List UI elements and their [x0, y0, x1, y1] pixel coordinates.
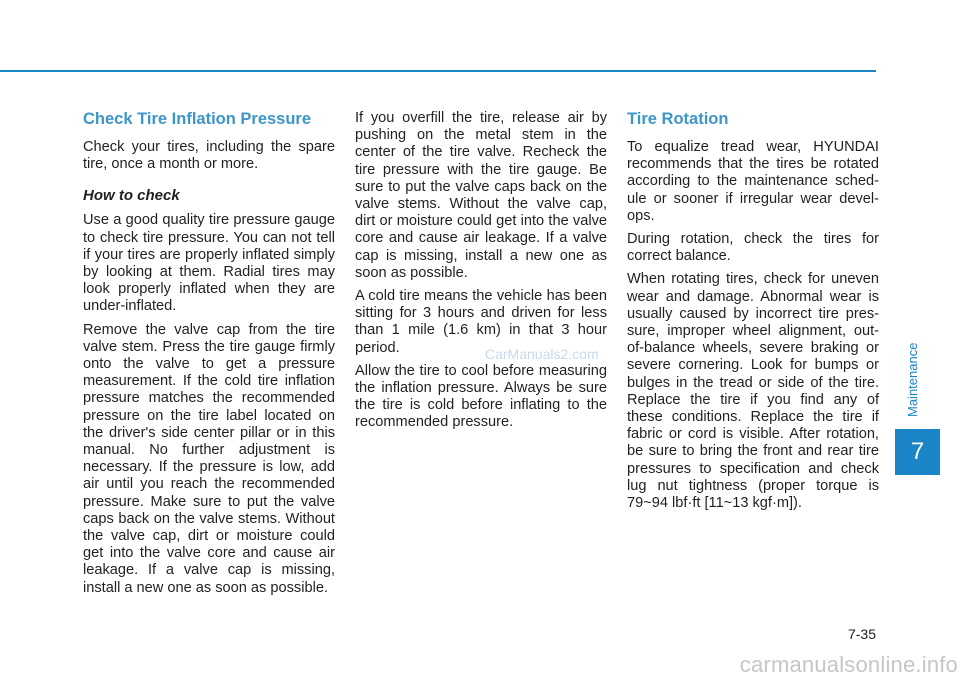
column-1 — [83, 108, 335, 603]
watermark-footer: carmanualsonline.info — [739, 652, 958, 677]
paragraph: Remove the valve cap from the tire valve stem. Press the tire gauge firmly onto the valve to get a pressure measurement. If the cold tire inflation pressure matches the recommended pressure on the tire label located on the driver's side center pillar or in this manual. No further adjustment is necessary. If the pressure is low, add air until you reach the recommended pressure. Make sure to put the valve caps back on the valve stems. Without the valve cap, dirt or moisture could get into the valve core and cause air leakage. If a valve cap is missing, install a new one as soon as possible. — [83, 321, 335, 596]
paragraph: Use a good quality tire pressure gauge to check tire pressure. You can not tell if your tires are properly inflated simply by looking at them. Radial tires may look properly inflated when they are under-inflated. — [83, 212, 335, 315]
page-number: 7-35 — [847, 626, 876, 642]
paragraph: During rotation, check the tires for correct balance. — [627, 231, 879, 265]
chapter-label: Maintenance — [905, 342, 920, 418]
section-title-check-tire-inflation: Check Tire Inflation Pressure — [83, 110, 312, 128]
paragraph: When rotating tires, check for uneven wear and damage. Abnormal wear is usually caused by incorrect tire pressure, improper wheel alignment, out-of-balance wheels, severe braking or severe cornering. Look for bumps or bulges in the tread or side of the tire. Replace the tire if you find any of these conditions. Replace the tire if fabric or cord is visible. After rotation, be sure to bring the front and rear tire pressures to specification and check lug nut tightness (proper torque is 79~94 lbf·ft [11~13 kgf·m]). — [627, 271, 879, 512]
chapter-tab: 7 — [895, 429, 940, 475]
subsection-title-how-to-check: How to check — [83, 187, 180, 205]
paragraph: To equalize tread wear, HYUNDAI recommends that the tires be rotated according to the maintenance schedule or sooner if irregular wear develops. — [627, 139, 879, 224]
paragraph: Check your tires, including the spare tire, once a month or more. — [83, 139, 335, 173]
paragraph: If you overfill the tire, release air by pushing on the metal stem in the center of the tire valve. Recheck the tire pressure with the tire gauge. Be sure to put the valve caps back on the valve stems. Without the valve cap, dirt or moisture could get into the valve core and cause air leakage. If a valve cap is missing, install a new one as soon as possible. — [355, 110, 607, 281]
column-2 — [355, 110, 607, 438]
watermark-overlay: CarManuals2.com — [485, 346, 599, 362]
paragraph: A cold tire means the vehicle has been sitting for 3 hours and driven for less than 1 mile (1.6 km) in that 3 hour period. — [355, 288, 607, 356]
section-title-tire-rotation: Tire Rotation — [627, 110, 729, 128]
column-3 — [627, 108, 879, 518]
header-rule — [0, 70, 876, 72]
paragraph: Allow the tire to cool before measuring the inflation pressure. Always be sure the tire is cold before inflating to the recommended pressure. — [355, 362, 607, 431]
